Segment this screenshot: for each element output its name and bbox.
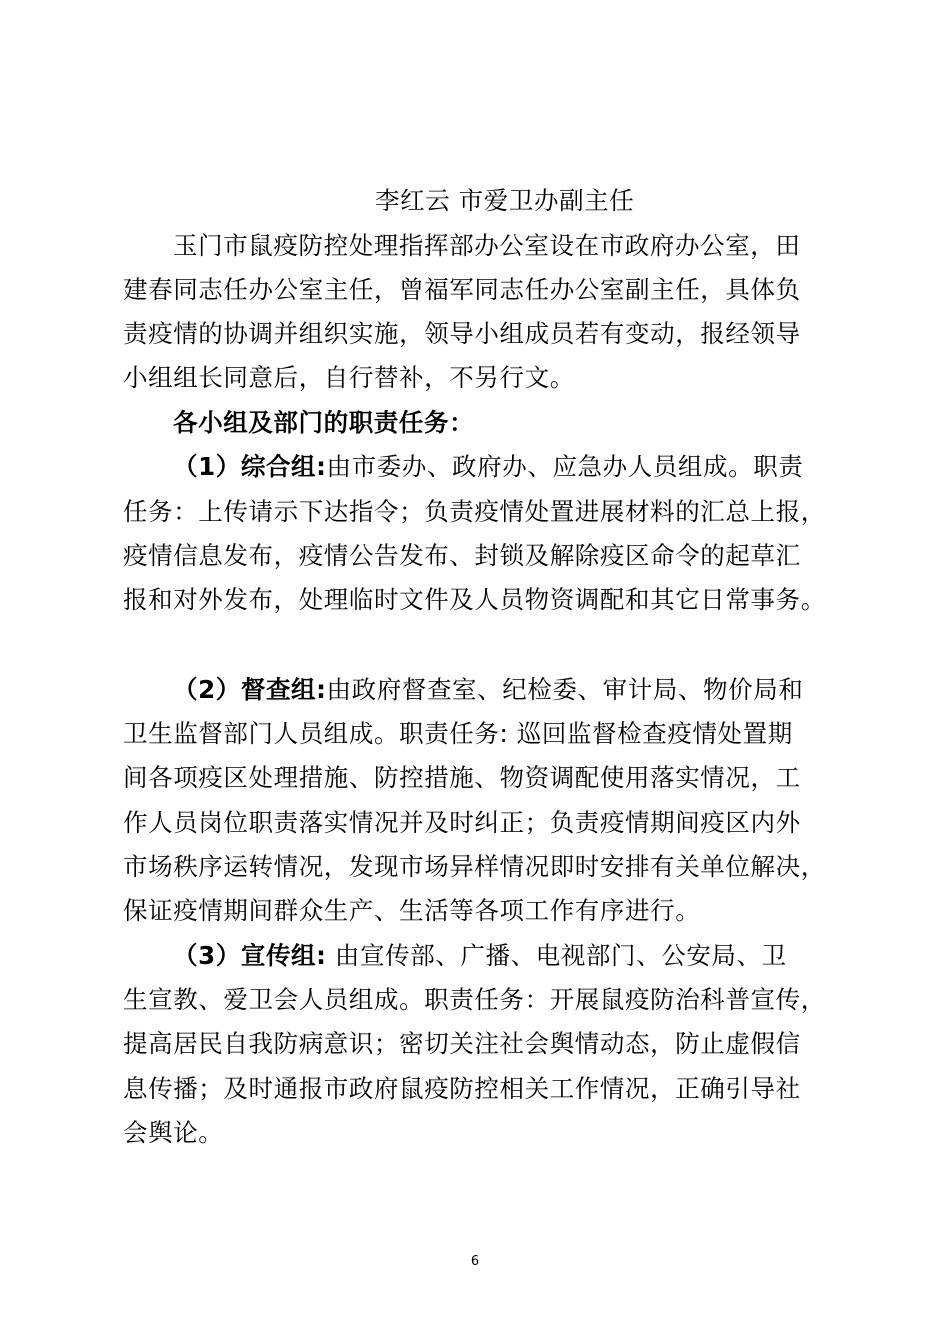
paragraph-line: 玉门市鼠疫防控处理指挥部办公室设在市政府办公室，田: [173, 231, 801, 260]
paragraph-line: 作人员岗位职责落实情况并及时纠正；负责疫情期间疫区内外: [123, 808, 801, 837]
group-label: （1）综合组:: [173, 452, 327, 481]
paragraph-line: 疫情信息发布，疫情公告发布、封锁及解除疫区命令的起草汇: [123, 541, 801, 570]
section-heading: 各小组及部门的职责任务：: [173, 408, 475, 437]
paragraph-line: 卫生监督部门人员组成。职责任务: 巡回监督检查疫情处置期: [123, 719, 793, 748]
paragraph-line: [173, 675, 803, 705]
paragraph-line: 责疫情的协调并组织实施，领导小组成员若有变动，报经领导: [123, 319, 801, 348]
group-description-start: 由宣传部、广播、电视部门、公安局、卫: [326, 941, 787, 970]
group-description-start: 由政府督查室、纪检委、审计局、物价局和: [326, 675, 804, 704]
paragraph-line: 息传播；及时通报市政府鼠疫防控相关工作情况，正确引导社: [123, 1074, 801, 1103]
paragraph-line: [173, 941, 787, 971]
paragraph-line: 市场秩序运转情况，发现市场异样情况即时安排有关单位解决，: [123, 852, 826, 881]
paragraph-line: 提高居民自我防病意识；密切关注社会舆情动态，防止虚假信: [123, 1029, 801, 1058]
page-number: 6: [470, 1254, 480, 1269]
group-description-start: 由市委办、政府办、应急办人员组成。职责: [326, 452, 804, 481]
header-line: 李红云 市爱卫办副主任: [375, 186, 635, 215]
paragraph-line: 小组组长同意后，自行替补，不另行文。: [123, 363, 575, 392]
paragraph-line: 保证疫情期间群众生产、生活等各项工作有序进行。: [123, 896, 701, 925]
group-label: （3）宣传组:: [173, 941, 327, 970]
paragraph-line: 会舆论。: [123, 1118, 224, 1147]
paragraph-line: 任务：上传请示下达指令；负责疫情处置进展材料的汇总上报，: [123, 497, 826, 526]
paragraph-line: 生宣教、爱卫会人员组成。职责任务：开展鼠疫防治科普宣传，: [123, 985, 826, 1014]
group-label: （2）督查组:: [173, 675, 327, 704]
paragraph-line: [173, 452, 803, 482]
paragraph-line: 间各项疫区处理措施、防控措施、物资调配使用落实情况，工: [123, 763, 801, 792]
paragraph-line: 建春同志任办公室主任，曾福军同志任办公室副主任，具体负: [123, 275, 801, 304]
paragraph-line: 报和对外发布，处理临时文件及人员物资调配和其它日常事务。: [123, 585, 826, 614]
